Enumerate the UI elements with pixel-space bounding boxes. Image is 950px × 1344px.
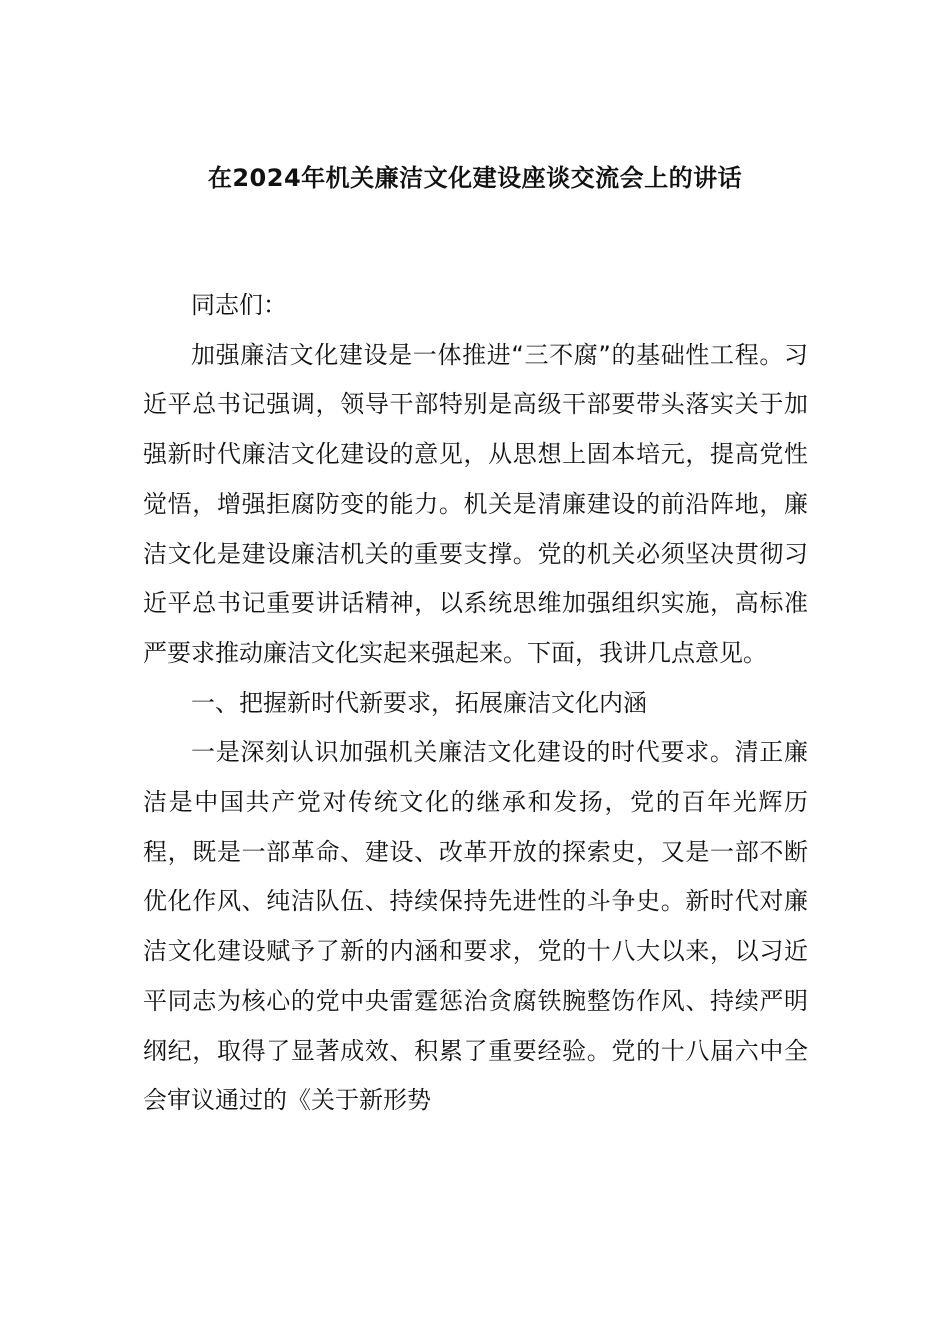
document-body <box>143 281 808 1126</box>
intro-paragraph: 加强廉洁文化建设是一体推进“三不腐”的基础性工程。习近平总书记强调，领导干部特别是高级干部要带头落实关于加强新时代廉洁文化建设的意见，从思想上固本培元，提高党性觉悟，增强拒腐防变的能力。机关是清廉建设的前沿阵地，廉洁文化是建设廉洁机关的重要支撑。党的机关必须坚决贯彻习近平总书记重要讲话精神，以系统思维加强组织实施，高标准严要求推动廉洁文化实起来强起来。下面，我讲几点意见。 <box>143 340 808 667</box>
body-paragraph: 一是深刻认识加强机关廉洁文化建设的时代要求。清正廉洁是中国共产党对传统文化的继承和发扬，党的百年光辉历程，既是一部革命、建设、改革开放的探索史，又是一部不断优化作风、纯洁队伍、持续保持先进性的斗争史。新时代对廉洁文化建设赋予了新的内涵和要求，党的十八大以来，以习近平同志为核心的党中央雷霆惩治贪腐铁腕整饬作风、持续严明纲纪，取得了显著成效、积累了重要经验。党的十八届六中全会审议通过的《关于新形势 <box>143 738 808 1115</box>
document-title: 在2024年机关廉洁文化建设座谈交流会上的讲话 <box>207 164 743 192</box>
section-heading: 一、把握新时代新要求，拓展廉洁文化内涵 <box>191 688 647 717</box>
salutation-paragraph: 同志们： <box>191 291 287 319</box>
